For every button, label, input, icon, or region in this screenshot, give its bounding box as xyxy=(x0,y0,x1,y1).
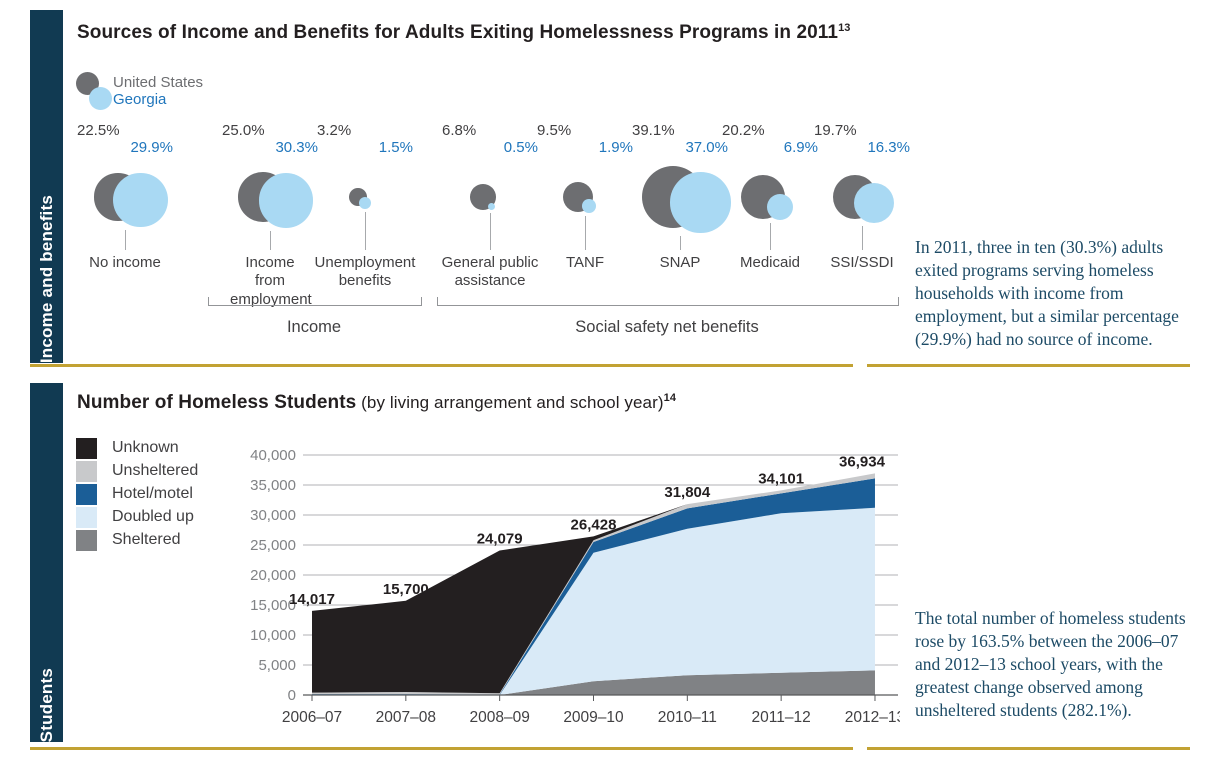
income-sidebar-label: Income and benefits xyxy=(36,194,56,363)
legend-ga-circle xyxy=(89,87,112,110)
ga-percent-label: 6.9% xyxy=(783,139,818,156)
total-label: 31,804 xyxy=(664,484,711,502)
ga-percent-label: 37.0% xyxy=(685,139,728,156)
leader-line xyxy=(862,226,863,250)
category-label: Medicaid xyxy=(739,254,801,271)
bracket xyxy=(208,297,422,306)
x-axis-label: 2011–12 xyxy=(751,709,811,726)
legend-item xyxy=(76,507,236,528)
bracket-label: Social safety net benefits xyxy=(575,318,759,336)
students-section-sidebar xyxy=(30,383,63,742)
category-label: Income from employment xyxy=(230,254,312,308)
students-annotation: The total number of homeless students rose by 163.5% between the 2006–07 and 2012–13 school years, with the greatest change observed among unsheltered students (282.1%). xyxy=(915,608,1186,721)
legend-item xyxy=(76,530,236,551)
leader-line xyxy=(680,236,681,250)
category-label: SNAP xyxy=(659,254,701,271)
y-axis-label: 10,000 xyxy=(250,627,296,644)
leader-line xyxy=(585,216,586,250)
students-footnote-mark: 14 xyxy=(663,392,677,404)
category-label: Unemployment benefits xyxy=(314,254,416,290)
total-label: 24,079 xyxy=(476,530,523,548)
y-axis-label: 30,000 xyxy=(250,507,296,524)
total-label: 34,101 xyxy=(758,470,805,488)
total-label: 15,700 xyxy=(382,580,429,598)
y-axis-label: 25,000 xyxy=(250,537,296,554)
total-label: 36,934 xyxy=(839,453,885,471)
us-percent-label: 19.7% xyxy=(814,122,857,139)
us-percent-label: 22.5% xyxy=(77,122,120,139)
leader-line xyxy=(270,231,271,250)
students-area-chart xyxy=(240,445,900,737)
bracket-label: Income xyxy=(286,318,342,336)
total-label: 26,428 xyxy=(570,516,617,534)
legend-us-label: United States xyxy=(113,74,204,91)
bubble-ga xyxy=(359,197,371,209)
legend-item xyxy=(76,438,236,459)
legend-label: Unsheltered xyxy=(112,462,199,479)
bubble-ga xyxy=(670,172,730,232)
ga-percent-label: 1.9% xyxy=(598,139,633,156)
y-axis-label: 15,000 xyxy=(250,597,296,614)
legend-label: Doubled up xyxy=(112,508,194,525)
us-percent-label: 39.1% xyxy=(632,122,675,139)
leader-line xyxy=(365,212,366,250)
bubble-ga xyxy=(113,173,167,227)
legend-swatch xyxy=(76,484,97,505)
bracket xyxy=(437,297,899,306)
income-section-sidebar xyxy=(30,10,63,363)
us-percent-label: 3.2% xyxy=(317,122,352,139)
ga-percent-label: 0.5% xyxy=(503,139,538,156)
y-axis-label: 40,000 xyxy=(250,447,296,464)
category-label: TANF xyxy=(565,254,605,271)
category-label: No income xyxy=(89,254,161,271)
students-subtitle-text: (by living arrangement and school year) xyxy=(356,393,664,412)
bubble-ga xyxy=(259,173,314,228)
legend-ga-label: Georgia xyxy=(113,91,167,108)
leader-line xyxy=(490,213,491,250)
category-label: General public assistance xyxy=(441,254,539,290)
ga-percent-label: 30.3% xyxy=(275,139,318,156)
legend-swatch xyxy=(76,530,97,551)
us-percent-label: 6.8% xyxy=(442,122,477,139)
x-axis-label: 2012–13 xyxy=(844,709,900,726)
y-axis-label: 20,000 xyxy=(250,567,296,584)
students-annotation-rule xyxy=(867,747,1190,750)
x-axis-label: 2007–08 xyxy=(375,709,437,726)
students-section-rule xyxy=(30,747,853,750)
income-annotation-rule xyxy=(867,364,1190,367)
legend-label: Hotel/motel xyxy=(112,485,193,502)
bubble-ga xyxy=(488,203,495,210)
legend-swatch xyxy=(76,438,97,459)
income-section-rule xyxy=(30,364,853,367)
leader-line xyxy=(125,230,126,250)
x-axis-label: 2010–11 xyxy=(657,709,717,726)
legend-label: Unknown xyxy=(112,439,179,456)
income-section-title xyxy=(77,22,851,44)
us-percent-label: 20.2% xyxy=(722,122,765,139)
ga-percent-label: 29.9% xyxy=(130,139,173,156)
students-sidebar-label: Students xyxy=(36,667,56,742)
leader-line xyxy=(770,223,771,250)
bubble-ga xyxy=(854,183,894,223)
income-title-text: Sources of Income and Benefits for Adults Exiting Homelessness Programs in 2011 xyxy=(77,22,839,43)
legend-item xyxy=(76,484,236,505)
x-axis-label: 2009–10 xyxy=(563,709,624,726)
total-label: 14,017 xyxy=(289,590,335,608)
legend-label: Sheltered xyxy=(112,531,181,548)
ga-percent-label: 1.5% xyxy=(378,139,413,156)
students-title-text: Number of Homeless Students xyxy=(77,392,357,413)
income-footnote-mark: 13 xyxy=(838,22,851,34)
legend-swatch xyxy=(76,507,97,528)
us-percent-label: 25.0% xyxy=(222,122,265,139)
legend-swatch xyxy=(76,461,97,482)
students-section-title xyxy=(77,392,676,414)
y-axis-label: 5,000 xyxy=(258,657,296,674)
legend-item xyxy=(76,461,236,482)
bubble-ga xyxy=(767,194,793,220)
area-chart-svg xyxy=(240,445,900,737)
us-percent-label: 9.5% xyxy=(537,122,572,139)
category-label: SSI/SSDI xyxy=(830,254,894,271)
y-axis-label: 35,000 xyxy=(250,477,296,494)
bubble-ga xyxy=(582,199,596,213)
income-annotation: In 2011, three in ten (30.3%) adults exited programs serving homeless households with income from employment, but a similar percentage (29.9%) had no source of income. xyxy=(915,237,1179,350)
y-axis-label: 0 xyxy=(287,687,296,704)
x-axis-label: 2006–07 xyxy=(281,709,343,726)
ga-percent-label: 16.3% xyxy=(867,139,910,156)
x-axis-label: 2008–09 xyxy=(469,709,530,726)
